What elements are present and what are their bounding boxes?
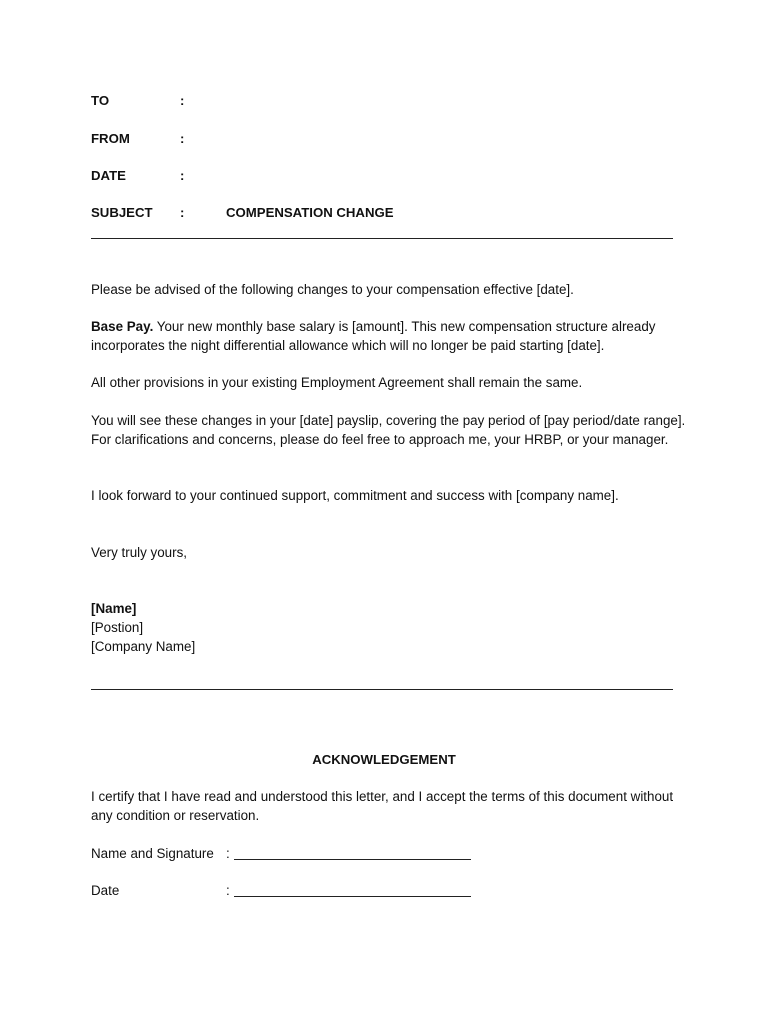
signatory-company: [Company Name] bbox=[91, 639, 196, 654]
memo-subject-colon: : bbox=[180, 205, 185, 220]
provisions-paragraph: All other provisions in your existing Employment Agreement shall remain the same. bbox=[91, 375, 583, 390]
date-colon: : bbox=[226, 883, 230, 898]
memo-subject-label: SUBJECT bbox=[91, 205, 153, 220]
base-pay-text: Your new monthly base salary is [amount]. This new compensation structure already incorporates the night differential allowance which will no longer be paid starting [date]. bbox=[91, 319, 656, 353]
payslip-paragraph: You will see these changes in your [date] payslip, covering the pay period of [pay period/date range]. For clarifications and concerns, please do feel free to approach me, your HRBP, or your manager. bbox=[91, 413, 686, 447]
memo-from-label: FROM bbox=[91, 131, 130, 146]
support-paragraph: I look forward to your continued support, commitment and success with [company name]. bbox=[91, 488, 619, 503]
memo-to-colon: : bbox=[180, 93, 185, 108]
memo-to-label: TO bbox=[91, 93, 110, 108]
complimentary-close: Very truly yours, bbox=[91, 545, 187, 560]
name-signature-line bbox=[91, 844, 491, 863]
memo-subject-value: COMPENSATION CHANGE bbox=[226, 205, 394, 220]
intro-paragraph: Please be advised of the following changes to your compensation effective [date]. bbox=[91, 282, 574, 297]
name-signature-colon: : bbox=[226, 846, 230, 861]
date-blank bbox=[234, 896, 471, 897]
memo-date-colon: : bbox=[180, 168, 185, 183]
acknowledgement-title: ACKNOWLEDGEMENT bbox=[312, 752, 456, 767]
name-signature-blank bbox=[234, 859, 471, 860]
date-line bbox=[91, 881, 491, 900]
memo-date-label: DATE bbox=[91, 168, 126, 183]
date-label: Date bbox=[91, 883, 120, 898]
signatory-position: [Postion] bbox=[91, 620, 144, 635]
base-pay-label: Base Pay. bbox=[91, 319, 154, 334]
signatory-name: [Name] bbox=[91, 601, 137, 616]
acknowledgement-statement: I certify that I have read and understood this letter, and I accept the terms of this document without any condition or reservation. bbox=[91, 789, 674, 823]
name-signature-label: Name and Signature bbox=[91, 846, 214, 861]
memo-from-colon: : bbox=[180, 131, 185, 146]
acknowledgement-divider bbox=[91, 689, 673, 690]
base-pay-paragraph bbox=[91, 317, 691, 355]
header-divider bbox=[91, 238, 673, 239]
